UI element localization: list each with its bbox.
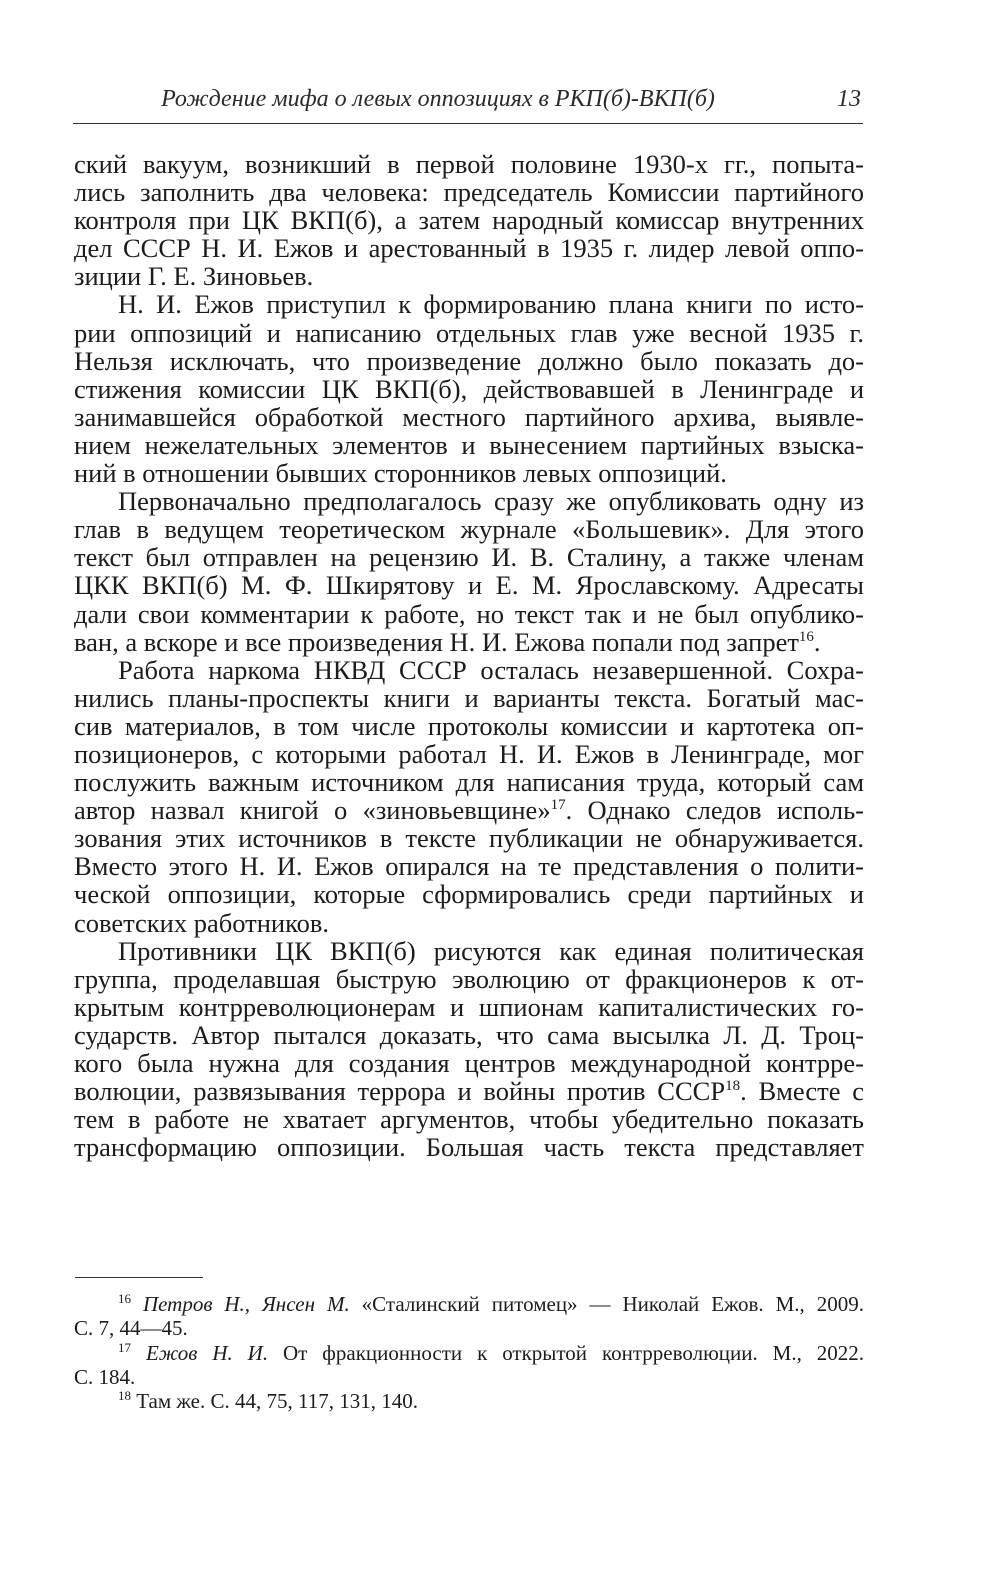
text-line: ний в отношении бывших сторонников левых оппозиций. — [74, 458, 727, 489]
text-line: дали свои комментарии к работе, но текст так и не был опублико- — [74, 598, 864, 629]
line-text: . Однако следов исполь- — [565, 795, 864, 826]
text-line: рии оппозиций и написанию отдельных глав уже весной 1935 г. — [74, 317, 864, 348]
footnote-ref[interactable]: 16 — [798, 628, 814, 645]
text-line: послужить важным источником для написания труда, который сам — [74, 767, 864, 798]
text-line: позиционеров, с которыми работал Н. И. Ежов в Ленинграде, мог — [74, 738, 864, 769]
text-line: контроля при ЦК ВКП(б), а затем народный комиссар внутренних — [74, 205, 864, 236]
text-line: зиции Г. Е. Зиновьев. — [74, 261, 314, 292]
text-line: тем в работе не хватает аргументов, чтобы убедительно показать — [74, 1104, 864, 1135]
footnote-16-cont: С. 7, 44—45. — [74, 1316, 188, 1341]
text-line: ский вакуум, возникший в первой половине 1930-х гг., попыта- — [74, 149, 864, 179]
footnote-17 — [74, 1341, 864, 1365]
line-text: волюции, развязывания террора и войны против СССР — [74, 1076, 726, 1107]
text-line: нием нежелательных элементов и вынесением партийных взыска- — [74, 429, 864, 460]
footnote-author: Ежов Н. И. — [145, 1340, 269, 1365]
page-number: 13 — [837, 86, 861, 112]
text-line: Нельзя исключать, что произведение должно было показать до- — [74, 345, 864, 376]
footnote-number: 17 — [118, 1339, 131, 1355]
text-line: группа, проделавшая быструю эволюцию от фракционеров к от- — [74, 963, 864, 994]
text-line: сударств. Автор пытался доказать, что сама высылка Л. Д. Троц- — [74, 1019, 864, 1050]
running-title: Рождение мифа о левых оппозициях в РКП(б)-ВКП(б) — [161, 86, 715, 112]
text-line: глав в ведущем теоретическом журнале «Большевик». Для этого — [74, 514, 864, 545]
text-line: Н. И. Ежов приступил к формированию плана книги по исто- — [118, 289, 864, 320]
footnote-separator — [75, 1277, 203, 1278]
text-line: занимавшейся обработкой местного партийного архива, выявле- — [74, 401, 864, 432]
footnote-author: Петров Н., Янсен М. — [142, 1292, 350, 1316]
text-line: Первоначально предполагалось сразу же опубликовать одну из — [118, 486, 864, 517]
footnote-ref[interactable]: 17 — [550, 797, 566, 814]
text-line: стижения комиссии ЦК ВКП(б), действовавшей в Ленинграде и — [74, 373, 864, 404]
line-text: . Вместе с — [740, 1076, 864, 1107]
footnote-text: Там же. С. 44, 75, 117, 131, 140. — [131, 1389, 418, 1414]
page-header — [73, 84, 863, 122]
text-line — [74, 796, 864, 824]
text-line: дел СССР Н. И. Ежов и арестованный в 1935 г. лидер левой оппо- — [74, 233, 864, 264]
text-line: текст был отправлен на рецензию И. В. Сталину, а также членам — [74, 542, 864, 573]
text-line: лись заполнить два человека: председатель Комиссии партийного — [74, 177, 864, 208]
footnote-17-cont: С. 184. — [74, 1364, 136, 1389]
text-line: кого была нужна для создания центров международной контрре- — [74, 1048, 864, 1078]
text-line: трансформацию оппозиции. Большая часть текста представляет — [74, 1132, 864, 1163]
text-line: ЦКК ВКП(б) М. Ф. Шкирятову и Е. М. Ярославскому. Адресаты — [74, 570, 864, 601]
text-line: сив материалов, в том числе протоколы комиссии и картотека оп- — [74, 710, 864, 741]
line-text: автор назвал книгой о «зиновьевщине» — [74, 795, 551, 826]
line-text: . — [813, 626, 821, 657]
body-text — [74, 150, 864, 1161]
footnote-16 — [74, 1292, 864, 1316]
text-line: Работа наркома НКВД СССР осталась незавершенной. Сохра- — [118, 654, 864, 685]
text-line: советских работников. — [74, 907, 329, 938]
text-line — [74, 1077, 864, 1105]
text-line: Вместо этого Н. И. Ежов опирался на те представления о полити- — [74, 851, 864, 882]
text-line: Противники ЦК ВКП(б) рисуются как единая политическая — [118, 935, 864, 966]
text-line: зования этих источников в тексте публикации не обнаруживается. — [74, 823, 864, 854]
footnotes — [74, 1292, 864, 1413]
footnote-number: 18 — [118, 1388, 131, 1404]
footnote-ref[interactable]: 18 — [725, 1078, 741, 1095]
footnote-number: 16 — [118, 1291, 131, 1306]
footnote-18 — [74, 1389, 864, 1413]
footnote-text: «Сталинский питомец» — Николай Ежов. М., 2009. — [349, 1292, 864, 1316]
footnote-text: От фракционности к открытой контрреволюции. М., 2022. — [268, 1340, 865, 1365]
text-line: нились планы-проспекты книги и варианты текста. Богатый мас- — [74, 682, 864, 713]
text-line — [74, 628, 864, 656]
header-rule — [73, 123, 863, 124]
text-line: ческой оппозиции, которые сформировались среди партийных и — [74, 879, 864, 910]
text-line: крытым контрреволюционерам и шпионам капиталистических го- — [74, 991, 864, 1022]
line-text: ван, а вскоре и все произведения Н. И. Ежова попали под запрет — [74, 626, 799, 657]
